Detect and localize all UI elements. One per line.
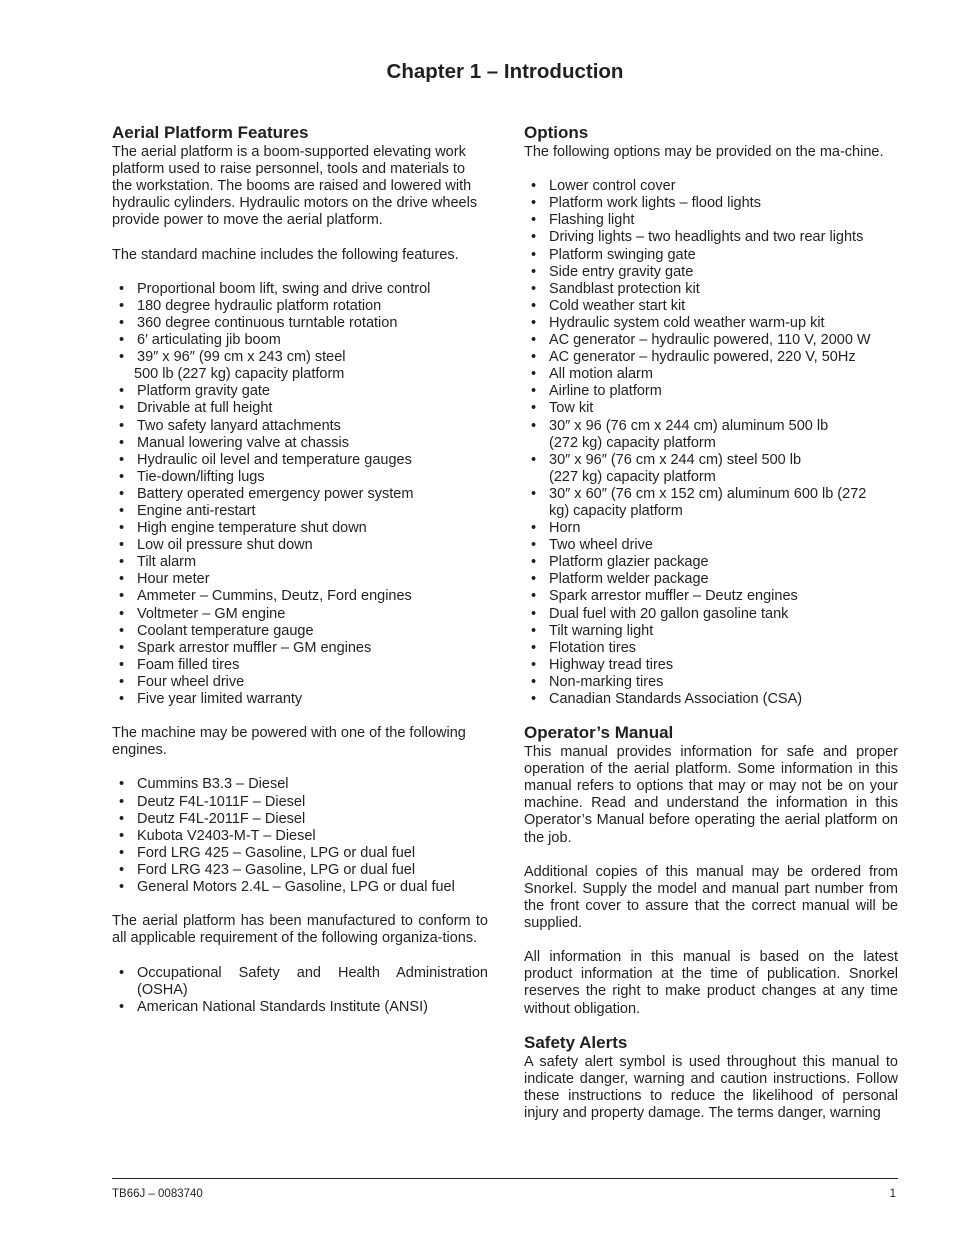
list-item: • Platform swinging gate [531,246,696,263]
list-item: • Four wheel drive [119,673,245,690]
list-item: • Deutz F4L-2011F – Diesel [119,810,306,827]
manual-paragraph-1: This manual provides information for safe and proper operation of the aerial platform. Some information in this manual refers to options that may or may not be on your machine. Read and understand the information in this Operator’s Manual before operating the aerial platform on the job. [524,744,898,846]
list-item: • 30″ x 96 (76 cm x 244 cm) aluminum 500 lb (272 kg) capacity platform [531,417,829,451]
list-item: • Dual fuel with 20 gallon gasoline tank [531,605,789,622]
list-item: • AC generator – hydraulic powered, 110 V, 2000 W [531,332,871,349]
manual-heading: Operator’s Manual [524,723,674,743]
list-item: • Proportional boom lift, swing and drive control [119,280,431,297]
list-item: • General Motors 2.4L – Gasoline, LPG or dual fuel [119,879,455,896]
list-item: • Two safety lanyard attachments [119,417,341,434]
list-item: • Platform glazier package [531,554,709,571]
safety-paragraph: A safety alert symbol is used throughout this manual to indicate danger, warning and caution instructions. Follow these instructions to reduce the likelihood of personal injury and property damage. The terms danger, warning [524,1053,898,1121]
footer-page-number: 1 [889,1188,896,1200]
organizations-intro: The aerial platform has been manufactured to conform to all applicable requirement of the following organiza-tions. [112,913,488,947]
list-item: • 360 degree continuous turntable rotation [119,314,398,331]
footer-doc-number: TB66J – 0083740 [112,1188,203,1200]
list-item: • Tilt warning light [531,622,654,639]
list-item: • Foam filled tires [119,656,240,673]
right-column [524,122,898,1122]
list-item: • 30″ x 96″ (76 cm x 244 cm) steel 500 lb (227 kg) capacity platform [531,451,802,485]
list-item: • Flotation tires [531,639,637,656]
manual-paragraph-3: All information in this manual is based on the latest product information at the time of publication. Snorkel reserves the right to make product changes at any time without obligation. [524,949,898,1017]
footer-divider [112,1178,898,1179]
list-item: • Hour meter [119,571,210,588]
list-item: • Platform work lights – flood lights [531,195,761,212]
list-item: • Battery operated emergency power system [119,485,414,502]
page-title: Chapter 1 – Introduction [386,60,624,83]
list-item: • Airline to platform [531,383,662,400]
manual-paragraph-2: Additional copies of this manual may be ordered from Snorkel. Supply the model and manual part number from the front cover to assure that the correct manual will be supplied. [524,863,898,932]
list-item: • Sandblast protection kit [531,280,700,297]
list-item: • Cold weather start kit [531,297,686,314]
list-item: • Coolant temperature gauge [119,622,314,639]
list-item: • Spark arrestor muffler – GM engines [119,639,372,656]
list-item: • Two wheel drive [531,537,653,554]
left-column [112,122,488,1016]
engines-list [112,776,488,896]
list-item: • Spark arrestor muffler – Deutz engines [531,588,798,605]
list-item: • Side entry gravity gate [531,263,694,280]
standard-features-intro: The standard machine includes the following features. [112,246,459,263]
engines-intro: The machine may be powered with one of the following engines. [112,725,466,759]
list-item: • Engine anti-restart [119,502,256,519]
list-item: • Hydraulic oil level and temperature gauges [119,451,412,468]
safety-heading: Safety Alerts [524,1032,628,1052]
list-item: • Voltmeter – GM engine [119,605,286,622]
standard-features-list [112,281,488,708]
list-item: • Five year limited warranty [119,691,303,707]
list-item: • Driving lights – two headlights and two rear lights [531,229,864,246]
list-item: • Low oil pressure shut down [119,537,313,554]
options-intro: The following options may be provided on the ma-chine. [524,144,884,160]
list-item: • Manual lowering valve at chassis [119,434,349,451]
list-item: • 30″ x 60″ (76 cm x 152 cm) aluminum 600 lb (272 kg) capacity platform [531,485,867,519]
organizations-list [112,965,488,1016]
options-heading: Options [524,123,589,142]
list-item: • Drivable at full height [119,400,273,417]
list-item: • American National Standards Institute (ANSI) [119,998,428,1015]
list-item: • Lower control cover [531,178,676,195]
list-item-continuation: 500 lb (227 kg) capacity platform [134,366,345,383]
list-item: • Flashing light [531,212,635,229]
list-item: • Occupational Safety and Health Administration (OSHA) [119,964,488,998]
list-item: • Highway tread tires [531,656,674,673]
list-item: • 39″ x 96″ (99 cm x 243 cm) steel [119,349,346,366]
list-item: • Tilt alarm [119,554,197,571]
list-item: • Hydraulic system cold weather warm-up kit [531,314,825,331]
list-item: • Platform welder package [531,571,709,588]
list-item: • Deutz F4L-1011F – Diesel [119,793,306,810]
list-item: • Horn [531,520,581,537]
list-item: • Canadian Standards Association (CSA) [531,691,803,707]
list-item: • 6′ articulating jib boom [119,332,281,349]
list-item: • Tie-down/lifting lugs [119,468,265,485]
list-item: • Ford LRG 423 – Gasoline, LPG or dual fuel [119,861,416,878]
features-paragraph: The aerial platform is a boom-supported elevating work platform used to raise personnel, tools and materials to the workstation. The booms are raised and lowered with hydraulic cylinders. Hydraulic motors on the drive wheels provide power to move the aerial platform. [112,144,478,229]
list-item: • Cummins B3.3 – Diesel [119,776,289,793]
features-heading: Aerial Platform Features [112,123,309,142]
list-item: • Ammeter – Cummins, Deutz, Ford engines [119,588,412,605]
list-item: • All motion alarm [531,366,653,383]
list-item: • Platform gravity gate [119,383,270,400]
list-item: • Kubota V2403-M-T – Diesel [119,827,316,844]
list-item: • Ford LRG 425 – Gasoline, LPG or dual fuel [119,844,416,861]
list-item: • Tow kit [531,400,594,417]
list-item: • Non-marking tires [531,673,664,690]
list-item: • AC generator – hydraulic powered, 220 V, 50Hz [531,349,856,366]
options-list [524,178,898,708]
list-item: • 180 degree hydraulic platform rotation [119,297,382,314]
list-item: • High engine temperature shut down [119,520,367,537]
